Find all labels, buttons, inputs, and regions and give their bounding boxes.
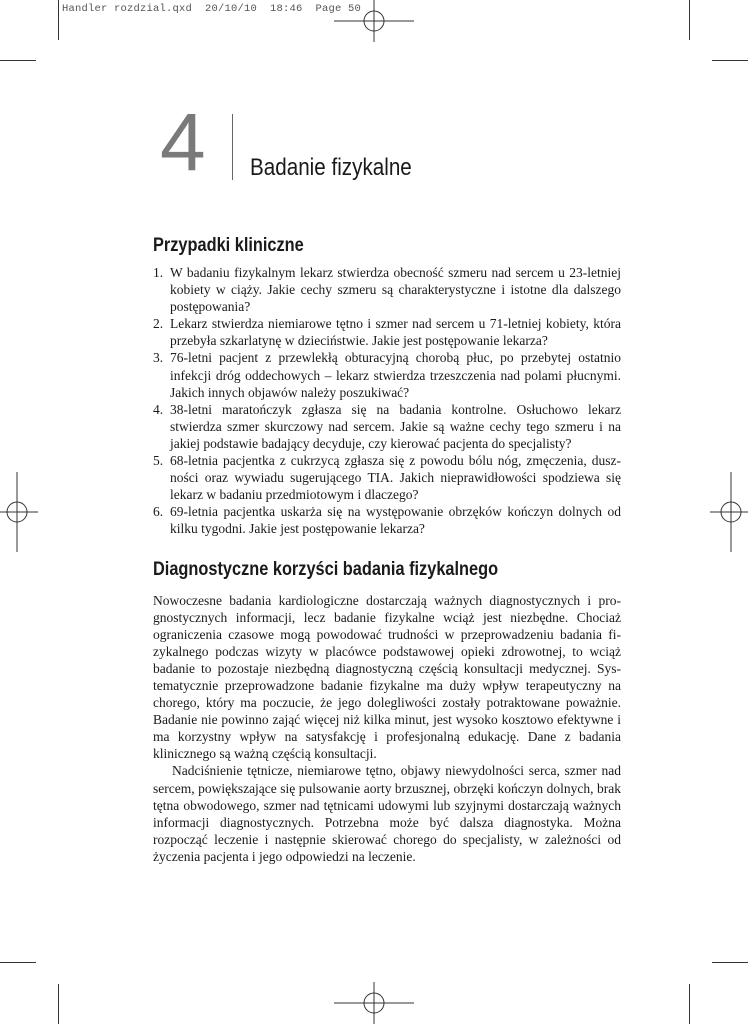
chapter-number: 4: [160, 97, 206, 188]
crop-mark: [712, 962, 748, 963]
body-paragraph: Nadciśnienie tętnicze, niemiarowe tętno, objawy niewydolności serca, szmer nad sercem, powiększające się pulsowanie aorty brzusznej, obrzęki kończyn dolnych, brak tętna obwodowego, szmer nad tętnicami udowymi lub szyjnymi dostarczają ważnych informacji diagnostycznych. Potrzebna może być dalsza diagnostyka. Można rozpocząć leczenie i następnie skierować chorego do specjalisty, w zależności od życzenia pacjenta i jego odpowiedzi na leczenie.: [153, 763, 621, 864]
list-item: 5. 68-letnia pacjentka z cukrzycą zgłasza się z powodu bólu nóg, zmęczenia, duszności oraz wywiadu sugerującego TIA. Jakich nieprawidłowości spodziewa się lekarz w badaniu przedmiotowym i dlaczego?: [153, 453, 621, 503]
print-slug: Handler rozdzial.qxd 20/10/10 18:46 Page 50: [62, 3, 362, 15]
page-content: [153, 234, 621, 865]
body-paragraph: Nowoczesne badania kardiologiczne dostarczają ważnych diagnostycznych i prognostycznych informacji, lecz badanie fizykalne wciąż jest niezbędne. Chociaż ograniczenia czasowe mogą powodować trudności w przeprowadzeniu badania fizykalnego podczas wizyty w placówce podstawowej opieki zdrowotnej, to wciąż badanie to pozostaje niezbędną diagnostyczną częścią konsultacji medycznej. Systematycznie przeprowadzone badanie fizykalne ma duży wpływ terapeutyczny na chorego, który ma poczucie, że jego dolegliwości zostały potraktowane poważnie. Badanie nie powinno zająć więcej niż kilka minut, jest wysoko kosztowo efektywne i ma korzystny wpływ na satysfakcję i profesjonalną edukację. Dane z badania klinicznego są ważną częścią konsultacji.: [153, 592, 621, 762]
list-item: 2. Lekarz stwierdza niemiarowe tętno i szmer nad sercem u 71-letniej kobiety, która przebyła szkarlatynę w dzieciństwie. Jakie jest postępowanie lekarza?: [153, 316, 621, 349]
list-item: 4. 38-letni maratończyk zgłasza się na badania kontrolne. Osłuchowo lekarz stwierdza szmer skurczowy nad sercem. Jakie są ważne cechy tego szmeru i na jakiej podstawie badający decyduje, czy kierować pacjenta do specjalisty?: [153, 401, 621, 451]
registration-mark-right: [710, 472, 748, 552]
crop-mark: [0, 60, 36, 61]
registration-mark-top: [334, 0, 414, 42]
list-item: 6. 69-letnia pacjentka uskarża się na występowanie obrzęków kończyn dolnych od kilku tygodni. Jakie jest postępowanie lekarza?: [153, 504, 621, 537]
crop-mark: [689, 0, 690, 40]
chapter-divider: [232, 114, 233, 180]
list-item: 1. W badaniu fizykalnym lekarz stwierdza obecność szmeru nad sercem u 23-letniej kobiety w ciąży. Jakie cechy szmeru są charakterystyczne i istotne dla dalszego postępowania?: [153, 265, 621, 315]
crop-mark: [712, 60, 748, 61]
chapter-title: Badanie fizykalne: [250, 154, 412, 181]
registration-mark-bottom: [334, 982, 414, 1024]
section-heading-clinical-cases: Przypadki kliniczne: [153, 235, 304, 256]
list-item: 3. 76-letni pacjent z przewlekłą obturacyjną chorobą płuc, po przebytej ostatnio infekcji dróg oddechowych – lekarz stwierdza trzeszczenia nad polami płucnymi. Jakich innych objawów należy poszukiwać?: [153, 350, 621, 400]
crop-mark: [689, 984, 690, 1024]
clinical-cases-list: [153, 264, 621, 538]
section-heading-diagnostic-benefits: Diagnostyczne korzyści badania fizykalnego: [153, 558, 499, 580]
crop-mark: [58, 0, 59, 40]
crop-mark: [0, 962, 36, 963]
crop-mark: [58, 984, 59, 1024]
registration-mark-left: [0, 472, 38, 552]
